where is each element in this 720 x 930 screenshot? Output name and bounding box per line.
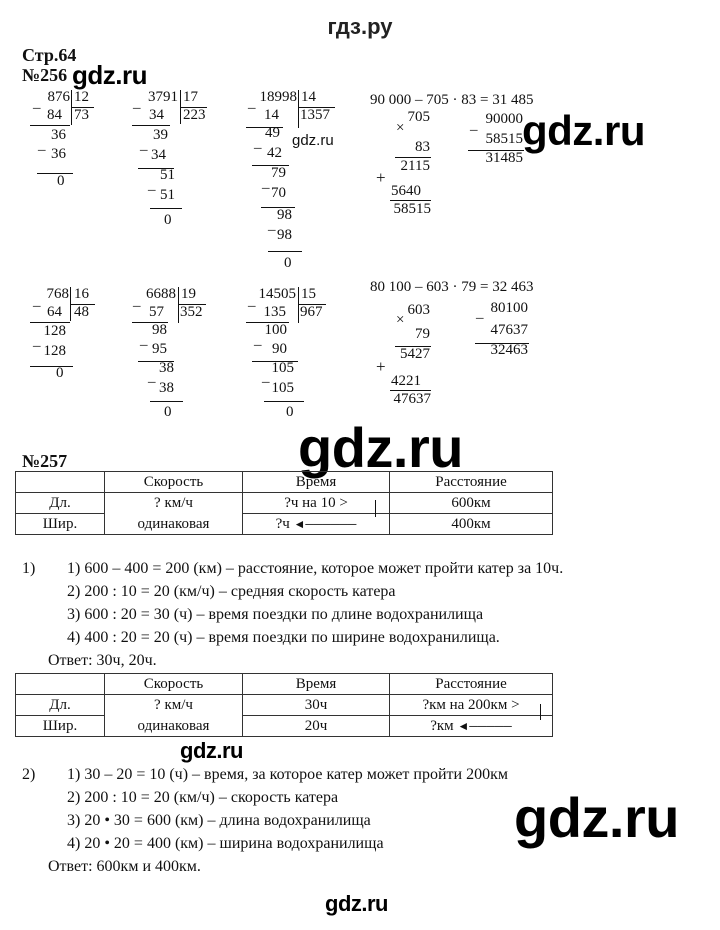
quotient: 352 (180, 304, 203, 320)
times-sign: × (396, 120, 405, 136)
watermark: gdz.ru (522, 107, 645, 154)
step: 51 (160, 167, 175, 183)
watermark: gdz.ru (514, 786, 679, 849)
watermark: gdz.ru (180, 738, 243, 763)
step: 38 (159, 360, 174, 376)
cell: 600км (390, 493, 553, 514)
table-row (16, 514, 553, 535)
cell-text: ?км на 200км > (422, 697, 520, 713)
arrow-left-icon: ◄───── (457, 719, 512, 733)
cell: 20ч (243, 716, 390, 737)
step: 0 (286, 404, 294, 420)
step: 14 (264, 107, 279, 123)
table-row (16, 695, 553, 716)
step: 42 (267, 145, 282, 161)
minus-sign: – (470, 122, 478, 138)
times-sign: × (396, 312, 405, 328)
header-cell: Скорость (105, 674, 243, 695)
step: 34 (149, 107, 164, 123)
step: 98 (152, 322, 167, 338)
header-cell: Время (243, 674, 390, 695)
solution-step: 1) 30 – 20 = 10 (ч) – время, за которое катер может пройти 200км (67, 766, 508, 783)
step: 79 (271, 165, 286, 181)
step: 0 (284, 255, 292, 271)
cell: 30ч (243, 695, 390, 716)
watermark: gdz.ru (298, 416, 463, 479)
divisor: 12 (74, 89, 89, 105)
row-label: Дл. (16, 493, 105, 514)
watermark: gdz.ru (325, 891, 388, 916)
solution-step: 3) 20 • 30 = 600 (км) – длина водохранилища (67, 812, 371, 829)
step: 95 (152, 341, 167, 357)
step: 84 (47, 107, 62, 123)
divisor: 17 (183, 89, 198, 105)
step: 0 (57, 173, 65, 189)
divisor: 19 (181, 286, 196, 302)
header-cell: Скорость (105, 472, 243, 493)
answer: Ответ: 30ч, 20ч. (48, 652, 157, 669)
step: 36 (51, 127, 66, 143)
bracket-line (540, 704, 541, 720)
factor: 705 (407, 109, 430, 125)
quotient: 967 (300, 304, 323, 320)
step: 98 (277, 207, 292, 223)
step: 98 (277, 227, 292, 243)
task-256-number: №256 (22, 65, 68, 85)
minus-sign: – (476, 310, 484, 326)
factor: 603 (407, 302, 430, 318)
page-label: Стр.64 (22, 45, 77, 65)
dividend: 6688 (146, 286, 176, 302)
solution-step: 1) 600 – 400 = 200 (км) – расстояние, которое может пройти катер за 10ч. (67, 560, 564, 577)
step: 105 (271, 360, 294, 376)
solution-step: 3) 600 : 20 = 30 (ч) – время поездки по длине водохранилища (67, 606, 484, 623)
row-label: Дл. (16, 695, 105, 716)
divisor: 16 (74, 286, 89, 302)
step: 128 (43, 343, 66, 359)
cell (243, 514, 390, 535)
watermark: gdz.ru (292, 132, 334, 149)
partial-product: 2115 (400, 158, 430, 174)
dividend: 14505 (258, 286, 296, 302)
dividend: 876 (47, 89, 70, 105)
step: 105 (271, 380, 294, 396)
plus-sign: + (376, 168, 386, 187)
header-cell (16, 472, 105, 493)
subtrahend: 47637 (490, 322, 528, 338)
subtrahend: 58515 (485, 131, 523, 147)
solution-step: 2) 200 : 10 = 20 (км/ч) – скорость катера (67, 789, 339, 806)
equation: 80 100 – 603 · 79 = 32 463 (370, 279, 534, 295)
divisor: 14 (301, 89, 316, 105)
divisor: 15 (301, 286, 316, 302)
header-cell (16, 674, 105, 695)
difference: 31485 (485, 150, 523, 166)
step: 64 (47, 304, 62, 320)
table-2 (15, 673, 553, 737)
step: 0 (164, 404, 172, 420)
factor: 83 (415, 139, 430, 155)
quotient: 223 (183, 107, 206, 123)
quotient: 73 (74, 107, 89, 123)
plus-sign: + (376, 357, 386, 376)
step: 38 (159, 380, 174, 396)
dividend: 3791 (148, 89, 178, 105)
part-label: 1) (22, 560, 36, 577)
partial-product: 5427 (400, 346, 430, 362)
minus-sign: _ (33, 95, 41, 111)
bracket-line (375, 500, 376, 517)
minuend: 90000 (485, 111, 523, 127)
quotient: 48 (74, 304, 89, 320)
partial-product: 5640 (391, 183, 421, 199)
row-label: Шир. (16, 514, 105, 535)
step: 0 (56, 365, 64, 381)
header-cell: Расстояние (390, 472, 553, 493)
step: 51 (160, 187, 175, 203)
table-header-row (16, 674, 553, 695)
table-1 (15, 471, 553, 535)
step: 70 (271, 185, 286, 201)
partial-product: 4221 (391, 373, 421, 389)
minuend: 80100 (490, 300, 528, 316)
task-257-number: №257 (22, 451, 68, 471)
header-cell: Время (243, 472, 390, 493)
part-label: 2) (22, 766, 36, 783)
cell (243, 493, 390, 514)
cell (390, 716, 553, 737)
step: 90 (272, 341, 287, 357)
table-header-row (16, 472, 553, 493)
difference: 32463 (490, 342, 528, 358)
answer: Ответ: 600км и 400км. (48, 858, 201, 875)
cell-text: ?ч на 10 > (284, 495, 348, 511)
watermark: gdz.ru (72, 60, 147, 90)
cell: ? км/ч (105, 493, 243, 514)
arrow-left-icon: ◄────── (293, 517, 357, 531)
product: 47637 (393, 391, 431, 407)
table-row (16, 493, 553, 514)
dividend: 768 (46, 286, 69, 302)
cell: одинаковая (105, 716, 243, 737)
step: 57 (149, 304, 164, 320)
row-label: Шир. (16, 716, 105, 737)
solution-step: 4) 20 • 20 = 400 (км) – ширина водохранилища (67, 835, 384, 852)
cell: одинаковая (105, 514, 243, 535)
site-header: гдз.ру (327, 14, 393, 39)
cell: 400км (390, 514, 553, 535)
quotient: 1357 (300, 107, 330, 123)
cell: ? км/ч (105, 695, 243, 716)
cell-text: ?ч (275, 516, 290, 532)
factor: 79 (415, 326, 430, 342)
step: 36 (51, 146, 66, 162)
solution-step: 4) 400 : 20 = 20 (ч) – время поездки по ширине водохранилища. (67, 629, 500, 646)
step: 100 (264, 322, 287, 338)
cell-text: ?км (430, 718, 454, 734)
header-cell: Расстояние (390, 674, 553, 695)
cell (390, 695, 553, 716)
step: 34 (151, 147, 166, 163)
solution-step: 2) 200 : 10 = 20 (км/ч) – средняя скорость катера (67, 583, 396, 600)
product: 58515 (393, 201, 431, 217)
step: 39 (153, 127, 168, 143)
table-row (16, 716, 553, 737)
dividend: 18998 (259, 89, 297, 105)
step: 135 (263, 304, 286, 320)
equation: 90 000 – 705 · 83 = 31 485 (370, 92, 534, 108)
step: 49 (265, 125, 280, 141)
step: 128 (43, 323, 66, 339)
step: 0 (164, 212, 172, 228)
